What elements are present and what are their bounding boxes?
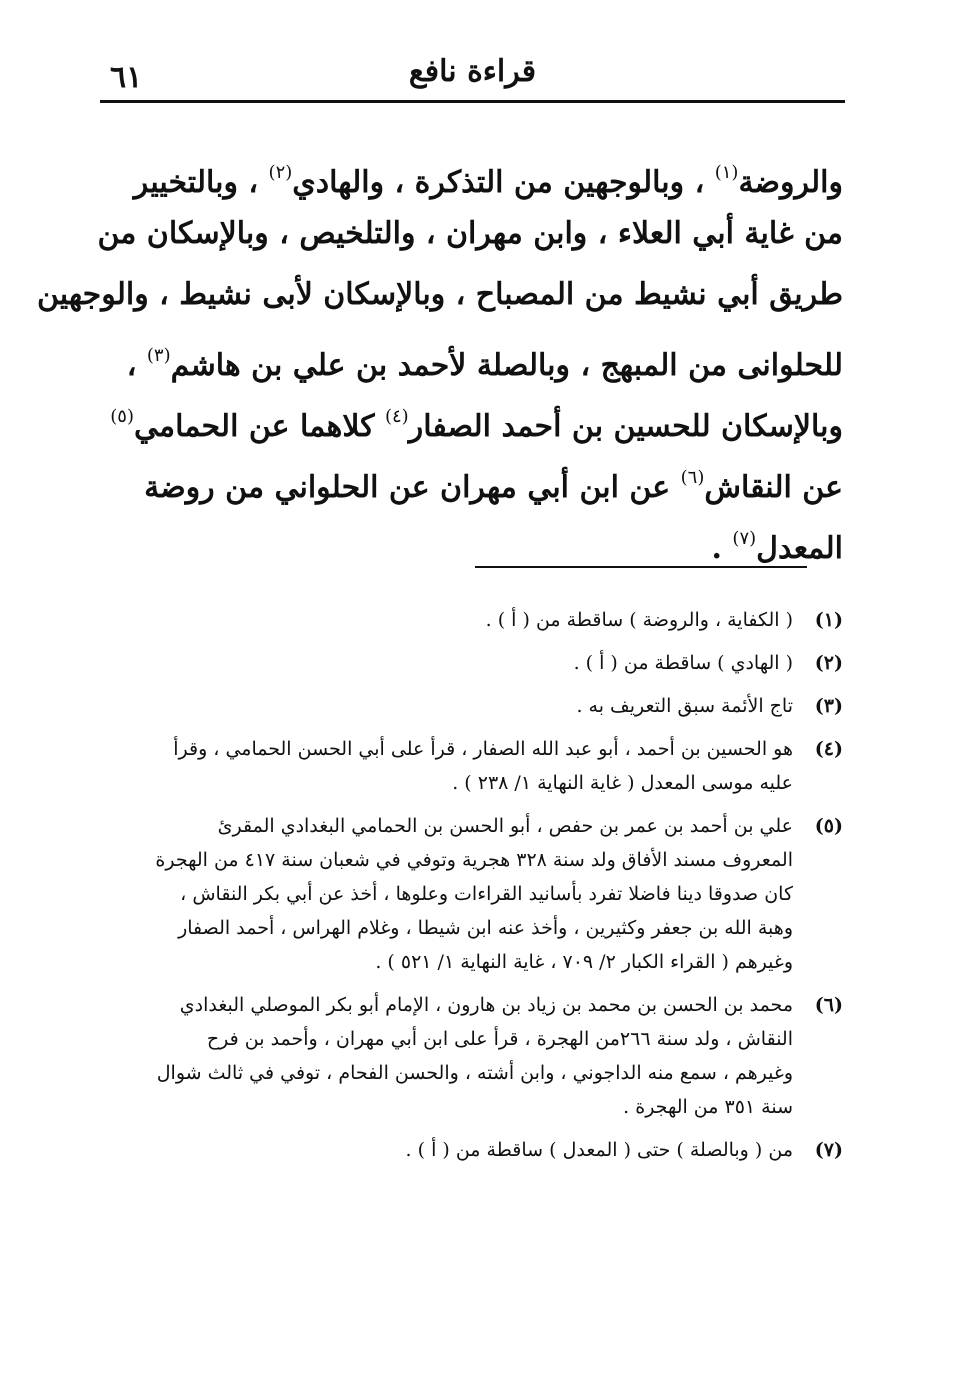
footnote-reference: (٦) (680, 467, 705, 488)
header-rule (100, 100, 845, 103)
footnote-line: ( الهادي ) ساقطة من ( أ ) . (573, 652, 793, 674)
main-text-line (98, 142, 843, 203)
footnote (98, 689, 843, 723)
footnote-number: (٣) (814, 695, 843, 717)
footnote-line: هو الحسين بن أحمد ، أبو عبد الله الصفار ، قرأ على أبي الحسن الحمامي ، وقرأ (173, 738, 793, 760)
footnote-reference: (١) (714, 162, 739, 183)
page-number: ٦١ (110, 60, 143, 95)
main-text-run: عن النقاش (704, 470, 843, 505)
footnote-separator (475, 566, 807, 568)
footnote-line: علي بن أحمد بن عمر بن حفص ، أبو الحسن بن الحمامي البغدادي المقرئ (217, 815, 793, 837)
footnote-line: المعروف مسند الأفاق ولد سنة ٣٢٨ هجرية وتوفي في شعبان سنة ٤١٧ من الهجرة (155, 849, 793, 871)
main-text-run: طريق أبي نشيط من المصباح ، وبالإسكان لأبى نشيط ، والوجهين (36, 277, 843, 312)
footnote-line: من ( وبالصلة ) حتى ( المعدل ) ساقطة من ( أ ) . (405, 1139, 793, 1161)
footnote-number: (٢) (814, 652, 843, 674)
footnote-line: وغيرهم ( القراء الكبار ٢/ ٧٠٩ ، غاية النهاية ١/ ٥٢١ ) . (375, 951, 793, 973)
footnote-reference: (٢) (268, 162, 293, 183)
main-text-line (98, 203, 843, 264)
footnote (98, 603, 843, 637)
footnote-reference: (٥) (110, 406, 134, 427)
main-text-run: المعدل (756, 531, 843, 566)
footnotes (98, 603, 843, 1176)
footnote-reference: (٣) (146, 345, 171, 366)
footnote-line: عليه موسى المعدل ( غاية النهاية ١/ ٢٣٨ ) . (452, 772, 793, 794)
footnote (98, 1133, 843, 1167)
main-text-run: ، وبالتخيير (133, 165, 269, 200)
running-title: قراءة نافع (408, 54, 537, 89)
footnote-line: ( الكفاية ، والروضة ) ساقطة من ( أ ) . (485, 609, 793, 631)
footnote-reference: (٤) (384, 406, 409, 427)
footnote-number: (٤) (814, 738, 843, 760)
main-text (36, 142, 843, 569)
footnote-number: (٦) (814, 994, 843, 1016)
footnote (98, 988, 843, 1124)
main-text-run: ، وبالوجهين من التذكرة ، والهادي (292, 165, 715, 200)
main-text-run: ، (126, 348, 147, 383)
footnote-line: تاج الأئمة سبق التعريف به . (576, 695, 793, 717)
main-text-run: وبالإسكان للحسين بن أحمد الصفار (408, 409, 843, 444)
footnote-number: (٧) (814, 1139, 843, 1161)
footnote-number: (٥) (814, 815, 843, 837)
main-text-run: والروضة (738, 165, 843, 200)
main-text-run: من غاية أبي العلاء ، وابن مهران ، والتلخيص ، وبالإسكان من (97, 216, 843, 251)
main-text-line (36, 264, 843, 325)
main-text-run: للحلوانى من المبهج ، وبالصلة لأحمد بن علي بن هاشم (170, 348, 843, 383)
footnote (98, 646, 843, 680)
main-text-line (98, 325, 843, 386)
footnote-line: وهبة الله بن جعفر وكثيرين ، وأخذ عنه ابن شيطا ، وغلام الهراس ، أحمد الصفار (178, 917, 793, 939)
footnote (98, 809, 843, 979)
footnote-reference: (٧) (732, 528, 757, 549)
footnote (98, 732, 843, 800)
main-text-run: كلاهما عن الحمامي (134, 409, 385, 444)
main-text-run: عن ابن أبي مهران عن الحلواني من روضة (144, 470, 681, 505)
footnote-line: كان صدوقا دينا فاضلا تفرد بأسانيد القراءات وعلوها ، أخذ عن أبي بكر النقاش ، (180, 883, 793, 905)
footnote-line: النقاش ، ولد سنة ٢٦٦من الهجرة ، قرأ على ابن أبي مهران ، وأحمد بن فرح (206, 1028, 793, 1050)
main-text-line (98, 447, 843, 508)
footnote-line: وغيرهم ، سمع منه الداجوني ، وابن أشته ، والحسن الفحام ، توفي في ثالث شوال (156, 1062, 793, 1084)
page-header (100, 52, 845, 98)
main-text-line (98, 508, 843, 569)
footnote-line: محمد بن الحسن بن محمد بن زياد بن هارون ، الإمام أبو بكر الموصلي البغدادي (179, 994, 793, 1016)
main-text-line (98, 386, 843, 447)
footnote-number: (١) (814, 609, 843, 631)
footnote-line: سنة ٣٥١ من الهجرة . (623, 1096, 793, 1118)
main-text-run: . (711, 531, 733, 566)
